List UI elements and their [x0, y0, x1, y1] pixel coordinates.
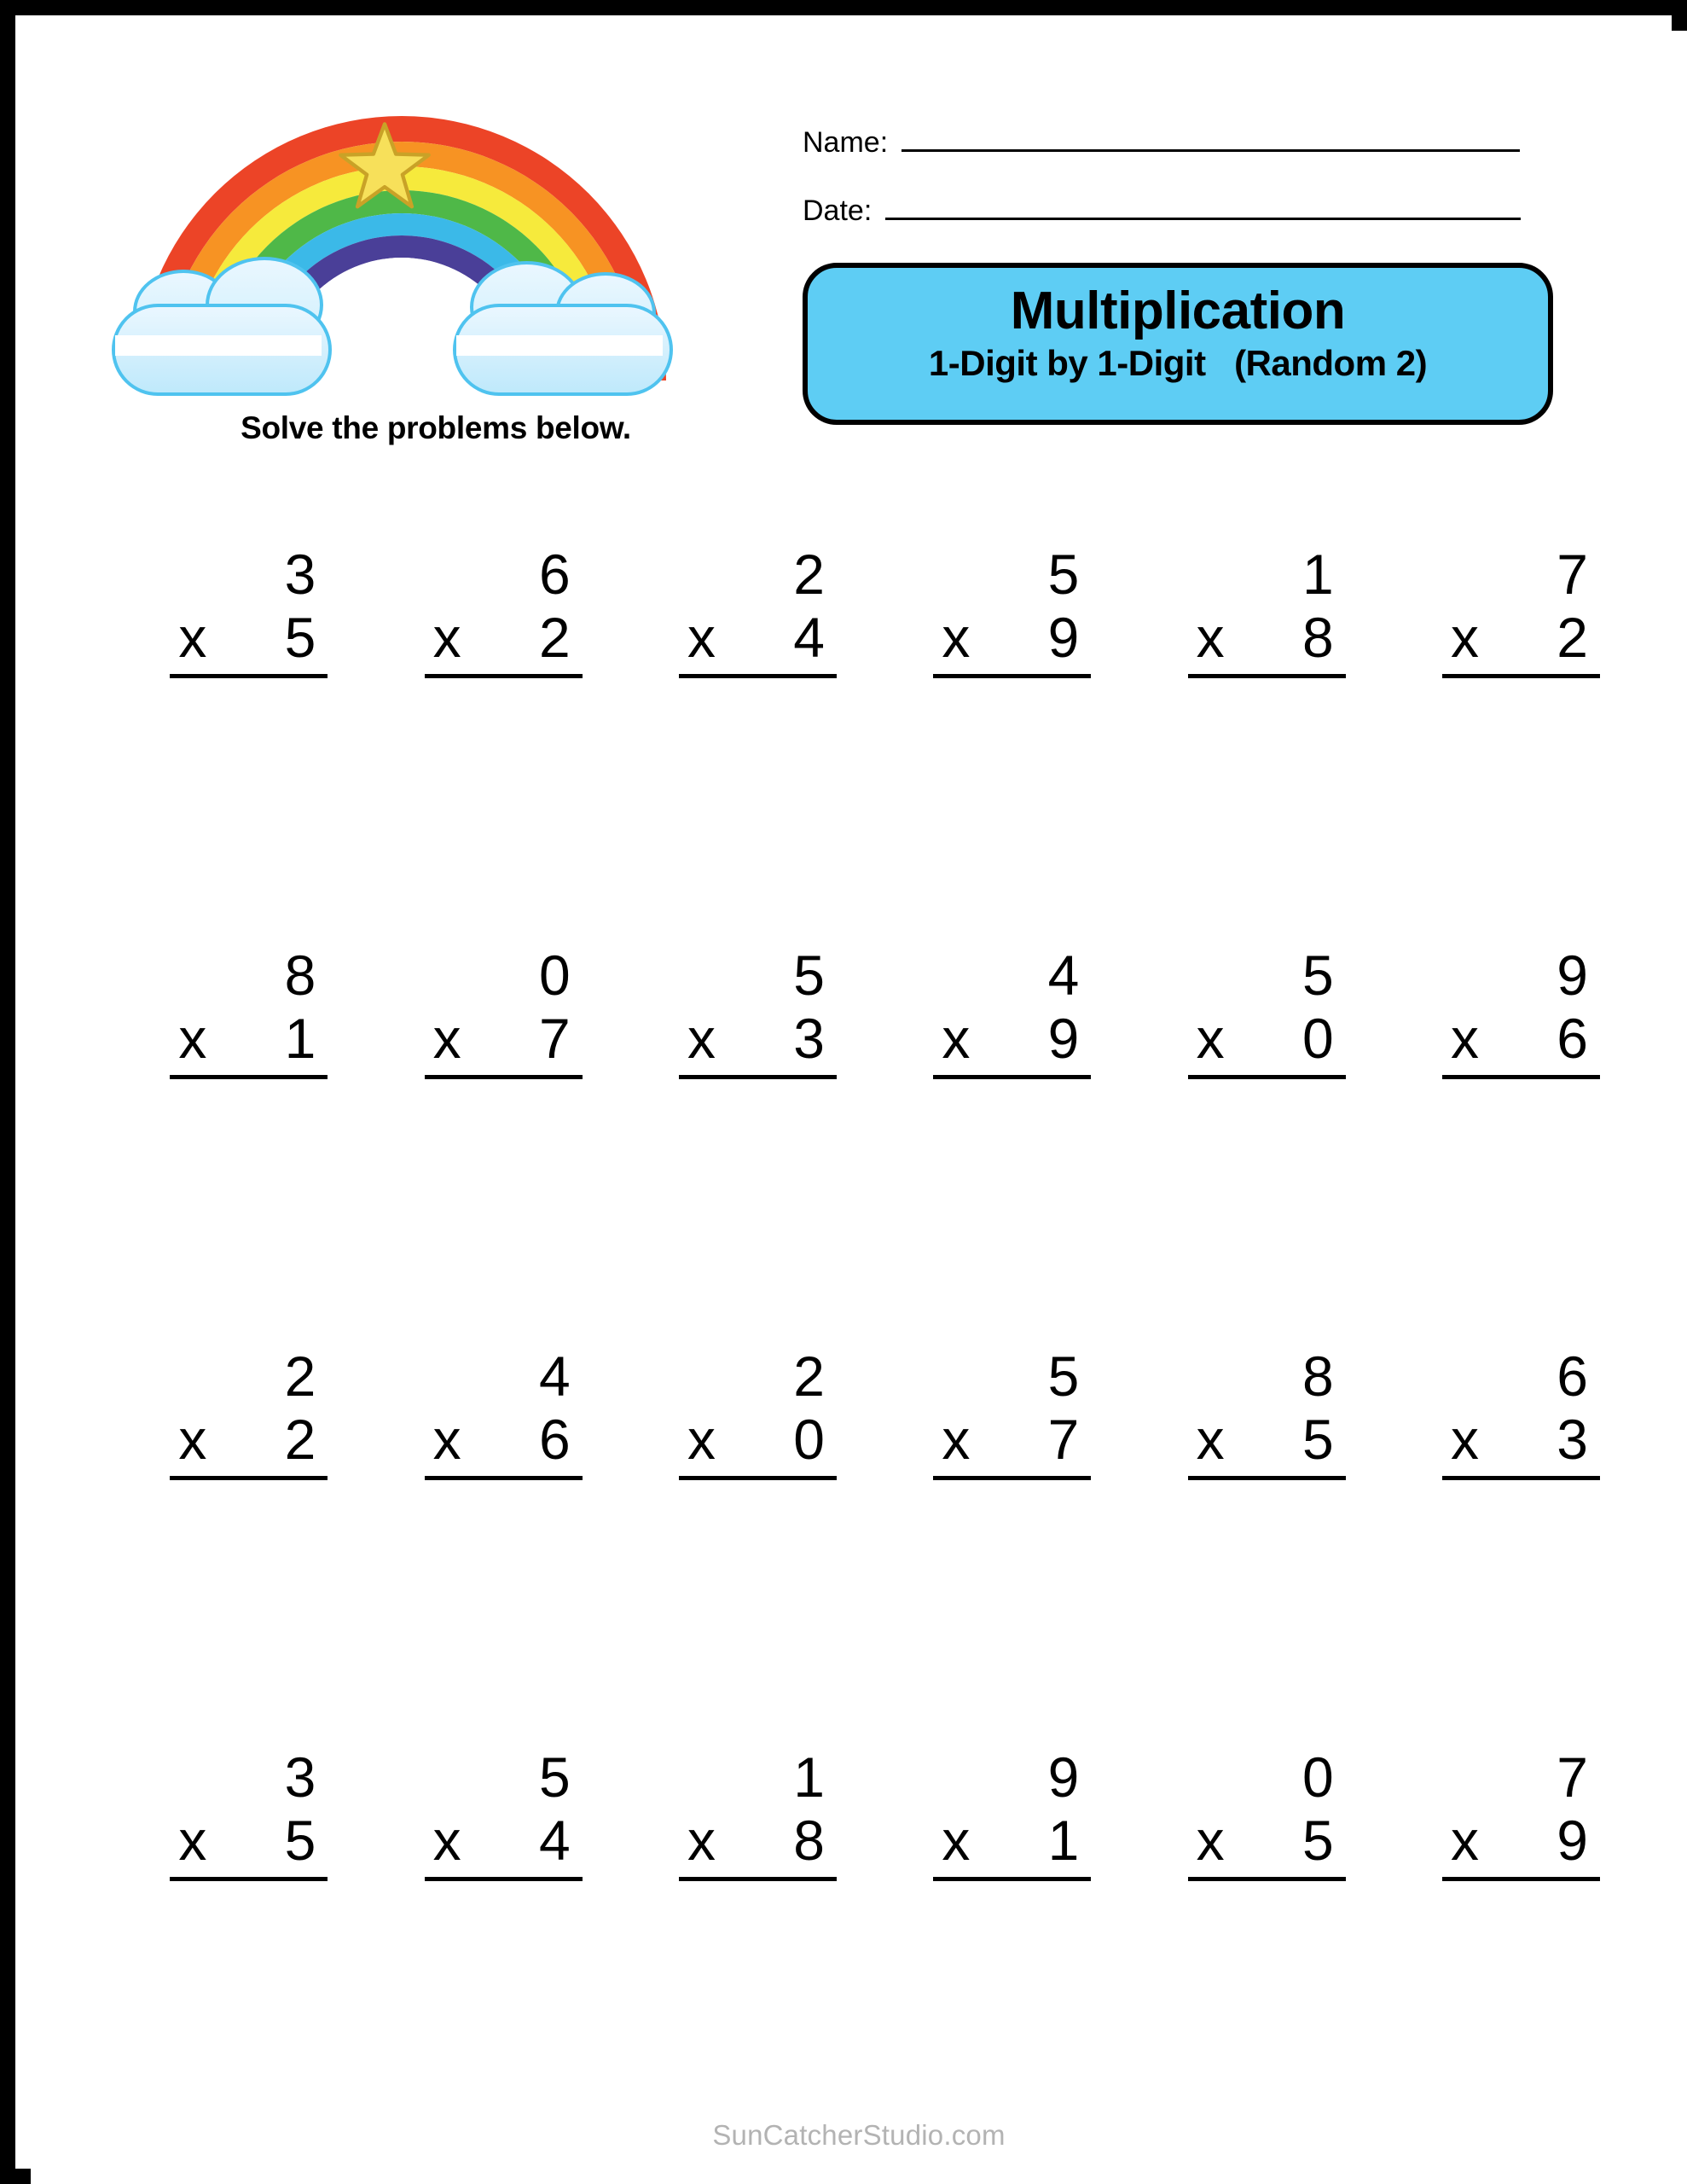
problem-multiplier: 2	[284, 1408, 316, 1471]
name-field-row	[803, 126, 1520, 160]
problem-item	[362, 1720, 616, 2121]
problem-multiplicand: 5	[1301, 944, 1334, 1007]
rainbow-arcs	[112, 86, 666, 385]
problem-item	[1125, 1720, 1379, 2121]
problem-operator: x	[1451, 1408, 1479, 1471]
problem-item	[617, 1319, 871, 1720]
problem-multiplier: 2	[538, 606, 571, 669]
problem-operator: x	[1196, 1809, 1225, 1872]
problem-operator: x	[1196, 606, 1225, 669]
problem-operator: x	[1451, 1007, 1479, 1070]
problem-operator: x	[1196, 1007, 1225, 1070]
problem-item	[871, 1319, 1125, 1720]
problem-operator: x	[942, 1408, 971, 1471]
problem-operator: x	[1451, 606, 1479, 669]
problem-operator: x	[1451, 1809, 1479, 1872]
problem-multiplicand: 8	[1301, 1345, 1334, 1408]
problem-item	[1125, 1319, 1379, 1720]
problem-operator: x	[942, 606, 971, 669]
page-title: Multiplication	[1010, 282, 1346, 340]
date-label: Date:	[803, 195, 872, 227]
problem-multiplier: 5	[284, 1809, 316, 1872]
problem-item	[871, 517, 1125, 918]
problem-item	[871, 1720, 1125, 2121]
problem-operator: x	[687, 1007, 716, 1070]
problem-item	[107, 517, 362, 918]
problem-operator: x	[178, 606, 207, 669]
footer-watermark: SunCatcherStudio.com	[712, 2119, 1006, 2151]
problem-multiplier: 6	[538, 1408, 571, 1471]
problem-operator: x	[178, 1809, 207, 1872]
problem-multiplier: 9	[1557, 1809, 1588, 1872]
problem-multiplicand: 5	[1047, 1345, 1080, 1408]
problem-multiplicand: 5	[538, 1745, 571, 1809]
problem-item	[1125, 918, 1379, 1319]
problem-item	[107, 1319, 362, 1720]
name-label: Name:	[803, 126, 889, 159]
problem-item	[362, 918, 616, 1319]
problem-multiplicand: 5	[1047, 543, 1080, 606]
instruction-text: Solve the problems below.	[241, 410, 631, 445]
name-input-line[interactable]	[901, 127, 1520, 152]
problem-multiplicand: 7	[1557, 1745, 1588, 1809]
worksheet-header	[31, 31, 1687, 474]
problem-item	[362, 1319, 616, 1720]
problem-multiplicand: 0	[538, 944, 571, 1007]
problem-multiplicand: 9	[1557, 944, 1588, 1007]
problem-multiplicand: 6	[538, 543, 571, 606]
problem-item	[871, 918, 1125, 1319]
problem-multiplicand: 4	[538, 1345, 571, 1408]
worksheet-sheet	[31, 31, 1687, 2184]
problem-multiplier: 1	[1047, 1809, 1080, 1872]
problem-multiplicand: 8	[284, 944, 316, 1007]
problem-operator: x	[942, 1007, 971, 1070]
problem-multiplier: 5	[1301, 1809, 1334, 1872]
problem-multiplier: 1	[284, 1007, 316, 1070]
problem-multiplier: 8	[1301, 606, 1334, 669]
problem-multiplier: 6	[1557, 1007, 1588, 1070]
problem-multiplier: 3	[793, 1007, 825, 1070]
rainbow-icon	[95, 69, 675, 445]
problem-item	[107, 1720, 362, 2121]
problem-multiplier: 5	[1301, 1408, 1334, 1471]
problem-multiplicand: 0	[1301, 1745, 1334, 1809]
problem-operator: x	[432, 1408, 461, 1471]
problem-multiplier: 4	[793, 606, 825, 669]
problem-multiplicand: 2	[793, 543, 825, 606]
star-icon	[338, 120, 432, 214]
problem-grid	[107, 517, 1634, 2121]
problem-item	[1380, 517, 1634, 918]
problem-multiplicand: 2	[284, 1345, 316, 1408]
problem-operator: x	[178, 1408, 207, 1471]
title-banner	[803, 263, 1553, 425]
problem-item	[617, 918, 871, 1319]
problem-item	[617, 1720, 871, 2121]
problem-multiplier: 9	[1047, 1007, 1080, 1070]
problem-multiplier: 9	[1047, 606, 1080, 669]
problem-multiplicand: 9	[1047, 1745, 1080, 1809]
problem-multiplicand: 3	[284, 1745, 316, 1809]
problem-multiplier: 0	[793, 1408, 825, 1471]
date-field-row	[803, 195, 1521, 228]
problem-operator: x	[178, 1007, 207, 1070]
problem-multiplier: 7	[1047, 1408, 1080, 1471]
cloud-right-mask	[456, 335, 663, 356]
problem-operator: x	[942, 1809, 971, 1872]
problem-multiplicand: 1	[793, 1745, 825, 1809]
problem-operator: x	[1196, 1408, 1225, 1471]
problem-operator: x	[432, 606, 461, 669]
problem-multiplicand: 6	[1557, 1345, 1588, 1408]
problem-operator: x	[687, 606, 716, 669]
cloud-left-mask	[115, 335, 322, 356]
problem-operator: x	[687, 1408, 716, 1471]
date-input-line[interactable]	[885, 195, 1521, 220]
problem-item	[107, 918, 362, 1319]
problem-item	[1380, 1720, 1634, 2121]
problem-multiplier: 4	[538, 1809, 571, 1872]
problem-multiplier: 7	[538, 1007, 571, 1070]
problem-multiplier: 8	[793, 1809, 825, 1872]
problem-item	[362, 517, 616, 918]
problem-multiplicand: 5	[793, 944, 825, 1007]
problem-item	[1380, 1319, 1634, 1720]
problem-operator: x	[432, 1007, 461, 1070]
problem-multiplicand: 2	[793, 1345, 825, 1408]
problem-multiplicand: 4	[1047, 944, 1080, 1007]
problem-item	[1125, 517, 1379, 918]
problem-multiplicand: 3	[284, 543, 316, 606]
problem-multiplier: 0	[1301, 1007, 1334, 1070]
page-subtitle: 1-Digit by 1-Digit (Random 2)	[928, 343, 1428, 383]
problem-item	[617, 517, 871, 918]
problem-multiplier: 5	[284, 606, 316, 669]
problem-multiplier: 2	[1557, 606, 1588, 669]
problem-operator: x	[432, 1809, 461, 1872]
problem-multiplicand: 7	[1557, 543, 1588, 606]
problem-multiplier: 3	[1557, 1408, 1588, 1471]
problem-multiplicand: 1	[1301, 543, 1334, 606]
problem-item	[1380, 918, 1634, 1319]
problem-operator: x	[687, 1809, 716, 1872]
